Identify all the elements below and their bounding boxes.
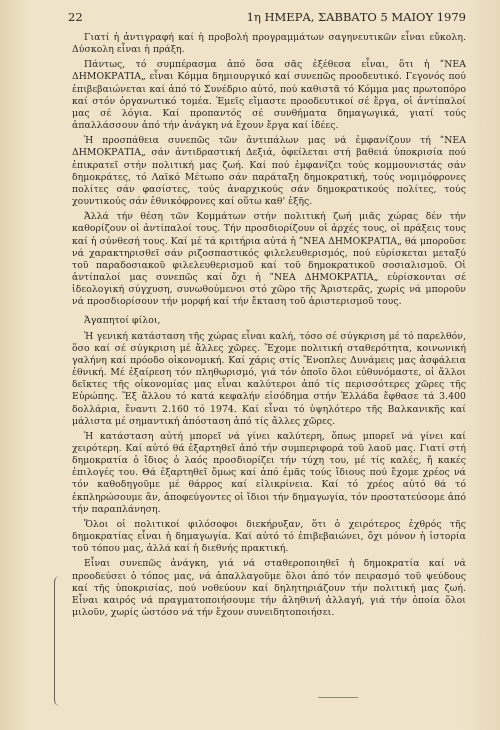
page-header: [68, 10, 466, 24]
paragraph: Ἀλλά τήν θέση τῶν Κομμάτων στήν πολιτική ζωή μιᾶς χώρας δέν τήν καθορίζουν οἱ ἀντίπαλοί τους. Τήν προσδιορίζουν οἱ ἀρχές τους, οἱ πράξεις τους καί ἡ σύνθεσή τους. Καί μέ τά κριτήρια αὐτά ἡ ʺΝΕΑ ΔΗΜΟΚΡΑΤΙΑ„ θά μποροῦσε νά χαρακτηρισθεῖ σάν ριζοσπαστικός φιλελευθερισμός, πού εὑρίσκεται μεταξύ τοῦ παραδοσιακοῦ φιλελευθερισμοῦ καί τοῦ δημοκρατικοῦ σοσιαλισμοῦ. Οἱ ἀντίπαλοί μας συνεπῶς καί ὄχι ἡ ʺΝΕΑ ΔΗΜΟΚΡΑΤΙΑ„ εὑρίσκονται σέ ἰδεολογική σύγχυση, συνωθούμενοι στό χῶρο τῆς Ἀριστερᾶς, χωρίς νά μποροῦν νά προσδιορίσουν τήν μορφή καί τήν ἔκταση τοῦ ἀριστερισμοῦ τους.: [72, 211, 466, 308]
paragraph: Εἶναι συνεπῶς ἀνάγκη, γιά νά σταθεροποιηθεῖ ἡ δημοκρατία καί νά προοδεύσει ὁ τόπος μας, νά ἀπαλλαγοῦμε ὅλοι ἀπό τόν πειρασμό τοῦ ψεύδους καί τῆς ὑποκρισίας, πού νοθεύουν καί δηλητηριάζουν τήν πολιτική μας ζωή. Εἶναι καιρός νά πραγματοποιήσουμε τήν ἀληθινή ἀλλαγή, γιά τήν ὁποία ὅλοι μιλοῦν, χωρίς ὡστόσο νά τήν ἔχουν συνειδητοποιήσει.: [72, 558, 466, 619]
running-title: 1η ΗΜΕΡΑ, ΣΑΒΒΑΤΟ 5 ΜΑΙΟΥ 1979: [246, 10, 466, 24]
paragraph: Ἡ γενική κατάσταση τῆς χώρας εἶναι καλή, τόσο σέ σύγκριση μέ τό παρελθόν, ὅσο καί σέ σύγκριση μέ ἄλλες χῶρες. Ἔχομε πολιτική σταθερότητα, κοινωνική γαλήνη καί πρόοδο οἰκονομική. Καί χάρις στίς Ἔνοπλες Δυνάμεις μας ἀσφάλεια ἐθνική. Μέ ἐξαίρεση τόν πληθωρισμό, γιά τόν ὁποῖο ὅλοι εὐθυνόμαστε, οἱ ἄλλοι δεῖκτες τῆς οἰκονομίας μας εἶναι καλύτεροι ἀπό τίς περισσότερες χῶρες τῆς Εὐρώπης. Ἔξ ἄλλου τό κατά κεφαλήν εἰσόδημα στήν Ἑλλάδα ἔφθασε τά 3.400 δολλάρια, ἔναντι 2.160 τό 1974. Καί εἶναι τό ὑψηλότερο τῆς Βαλκανικῆς καί μάλιστα μέ σημαντική ἀπόσταση ἀπό τίς ἄλλες χῶρες.: [72, 330, 466, 427]
paragraph: Ἡ κατάσταση αὐτή μπορεῖ νά γίνει καλύτερη, ὅπως μπορεῖ νά γίνει καί χειρότερη. Καί αὐτό θά ἐξαρτηθεῖ ἀπό τήν συμπεριφορά τοῦ λαοῦ μας. Γιατί στή δημοκρατία ὁ ἴδιος ὁ λαός προσδιορίζει τήν τύχη του, μέ τίς καλές, ἤ κακές ἐπιλογές του. Θά ἐξαρτηθεῖ ὅμως καί ἀπό ἐμᾶς τούς ἴδιους πού ἔχομε χρέος νά τόν καθοδηγοῦμε μέ θάρρος καί εἰλικρίνεια. Καί τό χρέος αὐτό θά τό ἐκπληρώσουμε ἄν, ἀποφεύγοντες οἱ ἴδιοι τήν δημαγωγία, τόν προστατεύσομε ἀπό τήν παραπλάνηση.: [72, 430, 466, 515]
salutation: Ἀγαπητοί φίλοι,: [84, 315, 161, 327]
handwritten-margin-bracket: [54, 576, 61, 706]
paragraph: Ὅλοι οἱ πολιτικοί φιλόσοφοι διεκήρυξαν, ὅτι ὁ χειρότερος ἐχθρός τῆς δημοκρατίας εἶναι ἡ δημαγωγία. Καί αὐτό τό ἐπιβεβαιώνει, ὄχι μόνον ἡ ἱστορία τοῦ τόπου μας, ἀλλά καί ἡ διεθνής πρακτική.: [72, 518, 466, 555]
paragraph: Γιατί ἡ ἀντιγραφή καί ἡ προβολή προγραμμάτων σαγηνευτικῶν εἶναι εὔκολη. Δύσκολη εἶναι ἡ πράξη.: [72, 32, 466, 56]
handwritten-underline: [318, 697, 358, 698]
page-number: 22: [68, 10, 83, 24]
paragraph: Πάντως, τό συμπέρασμα ἀπό ὅσα σᾶς ἐξέθεσα εἶναι, ὅτι ἡ ʺΝΕΑ ΔΗΜΟΚΡΑΤΙΑ„ εἶναι Κόμμα δημιουργικό καί συνεπῶς προοδευτικό. Γεγονός πού ἐπιβεβαιώνεται καί ἀπό τό Συνέδριο αὐτό, πού καθιστᾶ τό Κόμμα μας πρωτοπόρο καί στόν ὀργανωτικό τομέα. Ἐμεῖς εἴμαστε προοδευτικοί σέ ἔργα, οἱ ἀντίπαλοί μας σέ λόγια. Καί προπαντός σέ συνθήματα δημαγωγικά, γιατί τούς ἀπαλλάσσουν ἀπό τήν ἀνάγκη νά ἔχουν ἔργα καί ἰδέες.: [72, 59, 466, 132]
body-text: [72, 32, 466, 619]
paragraph: Ἡ προσπάθεια συνεπῶς τῶν ἀντιπάλων μας νά ἐμφανίζουν τή ʺΝΕΑ ΔΗΜΟΚΡΑΤΙΑ„ σάν ἀντιδραστική Δεξιά, ὀφείλεται στή βαθειά ὑποκρισία πού ἐπικρατεῖ στήν πολιτική μας ζωή. Καί πού ἐμφανίζει τούς κομμουνιστάς σάν δημοκράτες, τό Λαϊκό Μέτωπο σάν παράταξη δημοκρατική, τούς νομιμόφρονες πολίτες σάν φασίστες, τούς ἀναρχικούς σάν δημοκρατικούς πολίτες, τούς χουντικούς σάν ἐθνικόφρονες καί οὕτω καθ' ἑξῆς.: [72, 135, 466, 208]
